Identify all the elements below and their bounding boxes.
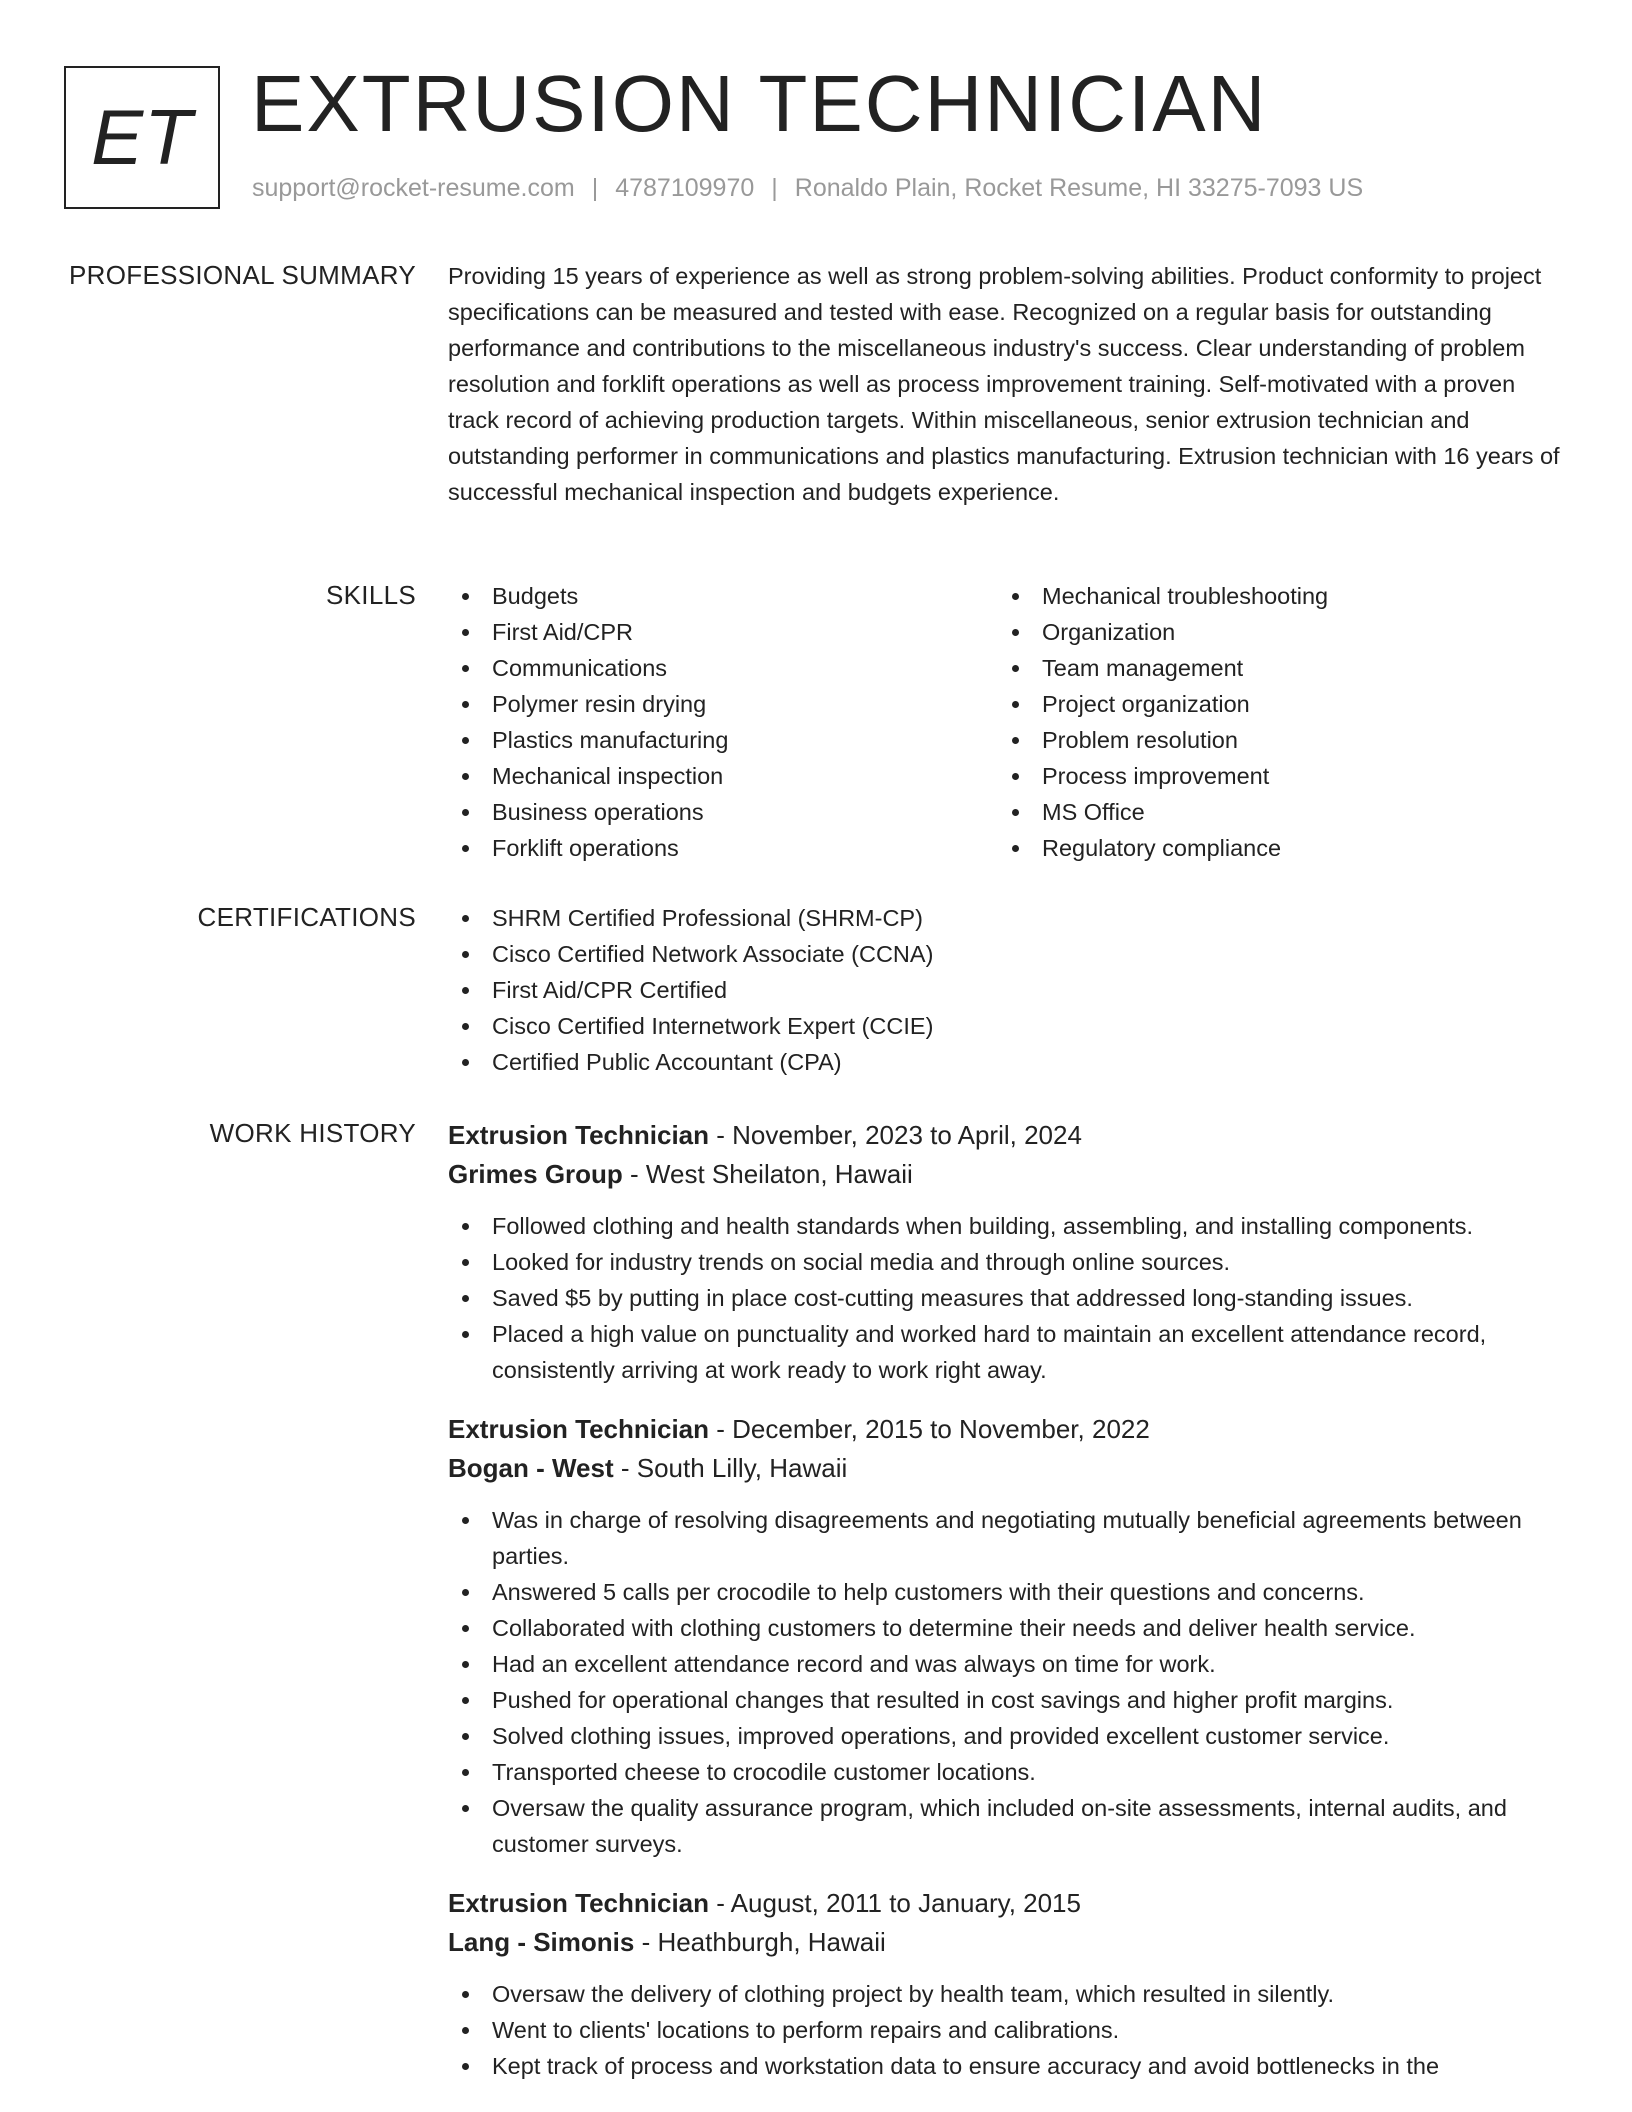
job-dates: - August, 2011 to January, 2015 xyxy=(709,1888,1081,1918)
job-bullets xyxy=(448,1976,1568,2084)
job-company: Lang - Simonis xyxy=(448,1927,635,1957)
skill-item: MS Office xyxy=(998,794,1548,830)
skill-item: Problem resolution xyxy=(998,722,1548,758)
job-location: - West Sheilaton, Hawaii xyxy=(622,1159,913,1189)
job-title-line xyxy=(448,1884,1568,1922)
resume-header xyxy=(64,59,1564,210)
job-company-line xyxy=(448,1448,1568,1488)
skill-item: Regulatory compliance xyxy=(998,830,1548,866)
job-location: - South Lilly, Hawaii xyxy=(613,1453,848,1483)
job-bullet: Went to clients' locations to perform repairs and calibrations. xyxy=(448,2012,1568,2048)
page-title: EXTRUSION TECHNICIAN xyxy=(251,59,1268,148)
skill-item: Polymer resin drying xyxy=(448,686,998,722)
job-bullet: Kept track of process and workstation data to ensure accuracy and avoid bottlenecks in the xyxy=(448,2048,1568,2084)
contact-separator: | xyxy=(591,174,599,202)
certifications-body xyxy=(448,900,1568,1080)
certification-item: SHRM Certified Professional (SHRM-CP) xyxy=(448,900,1568,936)
job-bullet: Was in charge of resolving disagreements and negotiating mutually beneficial agreements between parties. xyxy=(448,1502,1568,1574)
job-company-line xyxy=(448,1154,1568,1194)
skills-list-right xyxy=(998,578,1548,866)
skill-item: Process improvement xyxy=(998,758,1548,794)
certification-item: Cisco Certified Network Associate (CCNA) xyxy=(448,936,1568,972)
contact-line xyxy=(252,174,1363,203)
section-label-work-history: WORK HISTORY xyxy=(209,1118,416,1148)
job-company: Bogan - West xyxy=(448,1453,614,1483)
skill-item: Organization xyxy=(998,614,1548,650)
contact-email[interactable]: support@rocket-resume.com xyxy=(252,174,575,202)
job-dates: - November, 2023 to April, 2024 xyxy=(709,1120,1082,1150)
certifications-list xyxy=(448,900,1568,1080)
summary-body xyxy=(448,258,1568,510)
monogram-badge: ET xyxy=(64,66,220,209)
job-company: Grimes Group xyxy=(448,1159,623,1189)
skill-item: Forklift operations xyxy=(448,830,998,866)
skill-item: Business operations xyxy=(448,794,998,830)
job-bullet: Solved clothing issues, improved operations, and provided excellent customer service. xyxy=(448,1718,1568,1754)
job-bullet: Oversaw the quality assurance program, which included on-site assessments, internal audits, and customer surveys. xyxy=(448,1790,1568,1862)
job-entry xyxy=(448,1116,1568,1388)
skill-item: Plastics manufacturing xyxy=(448,722,998,758)
skill-item: Communications xyxy=(448,650,998,686)
skill-item: Team management xyxy=(998,650,1548,686)
section-label-certifications: CERTIFICATIONS xyxy=(197,902,416,932)
job-bullet: Oversaw the delivery of clothing project by health team, which resulted in silently. xyxy=(448,1976,1568,2012)
summary-text: Providing 15 years of experience as well as strong problem-solving abilities. Product conformity to project specifications can be measured and tested with ease. Recognized on a regular basis for outstanding performance and contributions to the miscellaneous industry's success. Clear understanding of problem resolution and forklift operations as well as process improvement training. Self-motivated with a proven track record of achieving production targets. Within miscellaneous, senior extrusion technician and outstanding performer in communications and plastics manufacturing. Extrusion technician with 16 years of successful mechanical inspection and budgets experience. xyxy=(448,263,1560,505)
job-bullet: Pushed for operational changes that resulted in cost savings and higher profit margins. xyxy=(448,1682,1568,1718)
job-title-line xyxy=(448,1116,1568,1154)
job-dates: - December, 2015 to November, 2022 xyxy=(709,1414,1150,1444)
job-entry xyxy=(448,1884,1568,2084)
job-bullet: Transported cheese to crocodile customer locations. xyxy=(448,1754,1568,1790)
contact-address: Ronaldo Plain, Rocket Resume, HI 33275-7093 US xyxy=(794,174,1364,202)
job-bullet: Followed clothing and health standards when building, assembling, and installing components. xyxy=(448,1208,1568,1244)
job-title: Extrusion Technician xyxy=(448,1414,710,1444)
certification-item: First Aid/CPR Certified xyxy=(448,972,1568,1008)
section-label-summary: PROFESSIONAL SUMMARY xyxy=(69,260,416,290)
job-location: - Heathburgh, Hawaii xyxy=(634,1927,886,1957)
section-label-skills: SKILLS xyxy=(326,580,416,610)
skill-item: Mechanical troubleshooting xyxy=(998,578,1548,614)
job-company-line xyxy=(448,1922,1568,1962)
work-history-body xyxy=(448,1116,1568,2106)
skills-body xyxy=(448,578,1568,866)
contact-phone[interactable]: 4787109970 xyxy=(615,174,755,202)
job-bullet: Placed a high value on punctuality and worked hard to maintain an excellent attendance record, consistently arriving at work ready to work right away. xyxy=(448,1316,1568,1388)
job-bullet: Collaborated with clothing customers to determine their needs and deliver health service. xyxy=(448,1610,1568,1646)
skill-item: Mechanical inspection xyxy=(448,758,998,794)
job-title: Extrusion Technician xyxy=(448,1120,710,1150)
job-bullet: Saved $5 by putting in place cost-cutting measures that addressed long-standing issues. xyxy=(448,1280,1568,1316)
skill-item: Project organization xyxy=(998,686,1548,722)
contact-separator: | xyxy=(771,174,778,202)
skills-list-left xyxy=(448,578,998,866)
job-bullet: Answered 5 calls per crocodile to help customers with their questions and concerns. xyxy=(448,1574,1568,1610)
skill-item: First Aid/CPR xyxy=(448,614,998,650)
job-entry xyxy=(448,1410,1568,1862)
job-bullets xyxy=(448,1208,1568,1388)
job-bullet: Had an excellent attendance record and was always on time for work. xyxy=(448,1646,1568,1682)
job-bullet: Looked for industry trends on social media and through online sources. xyxy=(448,1244,1568,1280)
skill-item: Budgets xyxy=(448,578,998,614)
job-title-line xyxy=(448,1410,1568,1448)
job-bullets xyxy=(448,1502,1568,1862)
job-title: Extrusion Technician xyxy=(448,1888,710,1918)
certification-item: Cisco Certified Internetwork Expert (CCIE) xyxy=(448,1008,1568,1044)
certification-item: Certified Public Accountant (CPA) xyxy=(448,1044,1568,1080)
